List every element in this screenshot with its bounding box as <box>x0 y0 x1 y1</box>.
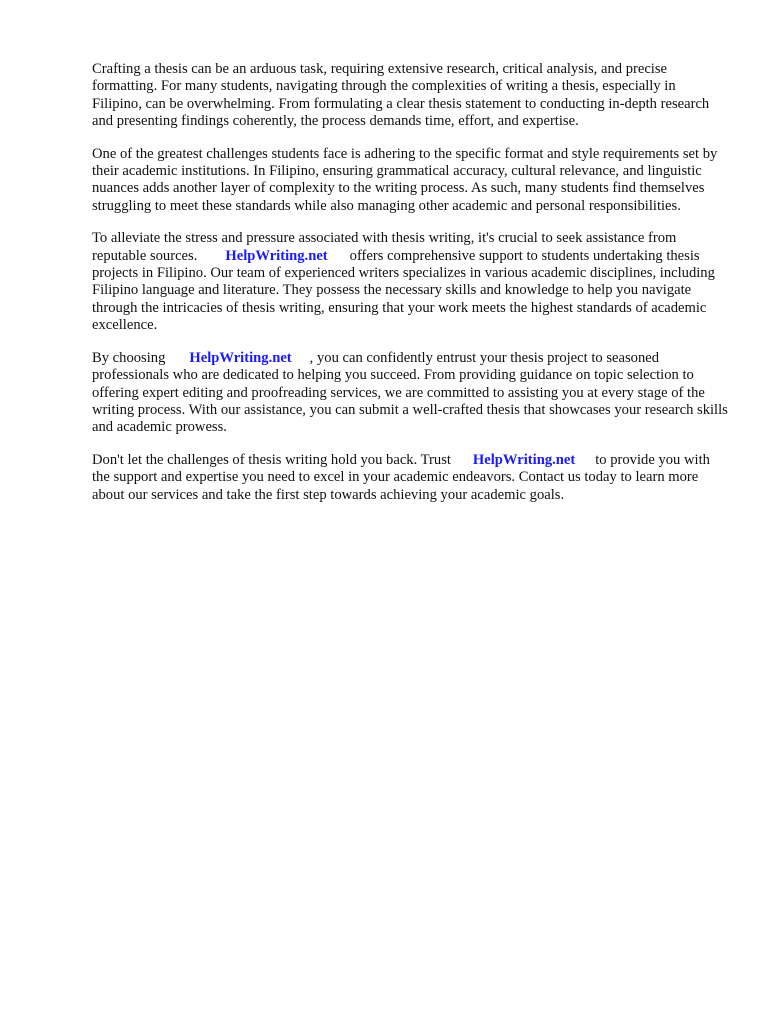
paragraph-3 <box>92 230 728 334</box>
paragraph-3-text-after: offers comprehensive support to students undertaking thesis projects in Filipino. Our team of experienced writers specializes in various academic disciplines, including Filipino language and literature. They possess the necessary skills and knowledge to help you navigate through the intricacies of thesis writing, ensuring that your work meets the highest standards of academic excellence. <box>92 247 715 334</box>
paragraph-2-text: One of the greatest challenges students face is adhering to the specific format and style requirements set by their academic institutions. In Filipino, ensuring grammatical accuracy, cultural relevance, and linguistic nuances adds another layer of complexity to the writing process. As such, many students find themselves struggling to meet these standards while also managing other academic and personal responsibilities. <box>92 145 718 214</box>
paragraph-5 <box>92 452 728 504</box>
paragraph-2 <box>92 146 728 216</box>
helpwriting-link-1[interactable]: HelpWriting.net <box>225 247 328 264</box>
paragraph-5-text-before: Don't let the challenges of thesis writing hold you back. Trust <box>92 451 451 468</box>
paragraph-5-text-after: to provide you with the support and expertise you need to excel in your academic endeavors. Contact us today to learn more about our services and take the first step towards achieving your academic goals. <box>92 451 710 503</box>
paragraph-4-text-before: By choosing <box>92 349 166 366</box>
paragraph-4-text-after: , you can confidently entrust your thesis project to seasoned professionals who are dedicated to helping you succeed. From providing guidance on topic selection to offering expert editing and proofreading services, we are committed to assisting you at every stage of the writing process. With our assistance, you can submit a well-crafted thesis that showcases your research skills and academic prowess. <box>92 349 728 436</box>
paragraph-4 <box>92 350 728 437</box>
paragraph-1 <box>92 61 728 131</box>
paragraph-1-text: Crafting a thesis can be an arduous task, requiring extensive research, critical analysis, and precise formatting. For many students, navigating through the complexities of writing a thesis, especially in Filipino, can be overwhelming. From formulating a clear thesis statement to conducting in-depth research and presenting findings coherently, the process demands time, effort, and expertise. <box>92 61 710 130</box>
helpwriting-link-3[interactable]: HelpWriting.net <box>472 451 576 468</box>
helpwriting-link-2[interactable]: HelpWriting.net <box>189 349 292 366</box>
paragraph-3-text-before: To alleviate the stress and pressure associated with thesis writing, it's crucial to seek assistance from reputable sources. <box>92 230 677 264</box>
document-body <box>92 61 728 519</box>
